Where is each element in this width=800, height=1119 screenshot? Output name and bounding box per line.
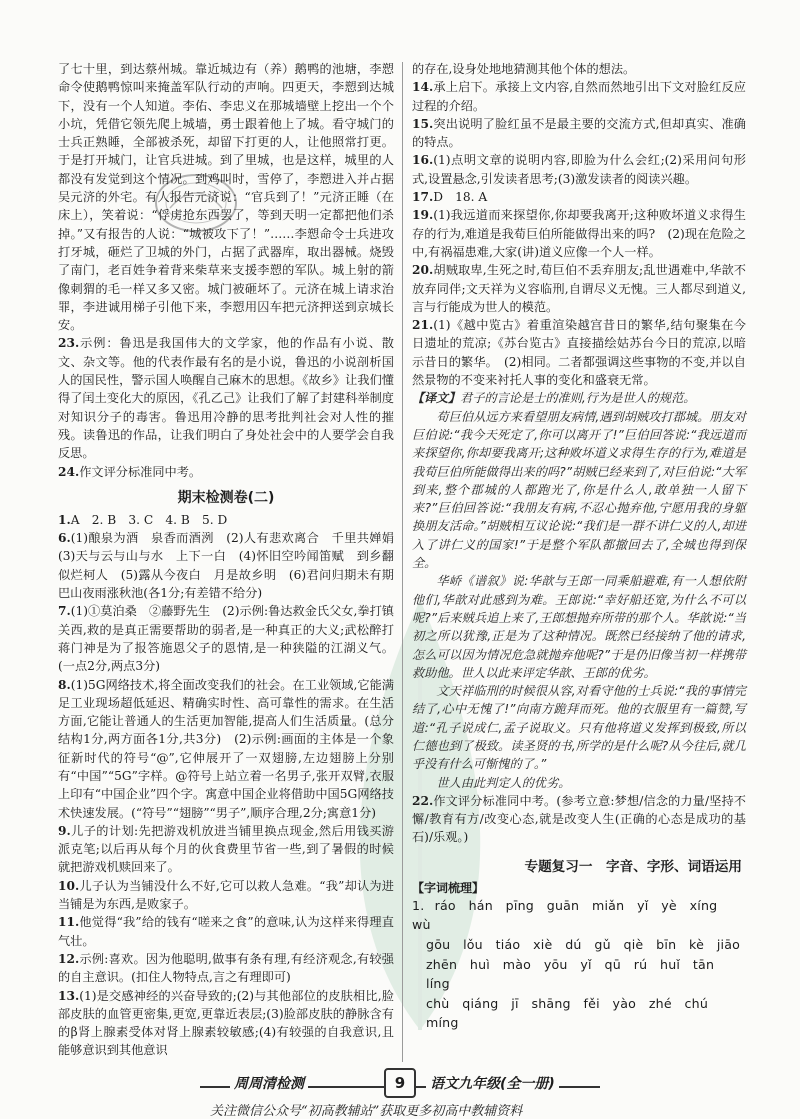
item-text: 他觉得“我”给的钱有“嗟来之食”的意味,认为这样来得理直气壮。	[58, 915, 394, 948]
item-text: (1)酿泉为酒 泉香而酒洌 (2)人有悲欢离合 千里共婵娟 (3)天与云与山与水 上下一白 (4)怀旧空吟闻笛赋 到乡翻似烂柯人 (5)露从今夜白 月是故乡明 (6)君问归期未有期 巴山夜雨涨秋池(各1分;有差错不给分)	[58, 531, 407, 601]
item-text: 作文评分标准同中考。(参考立意:梦想/信念的力量/坚持不懈/教育有方/改变心态,就是改变人生(正确的心态是成功的基石)/乐观。)	[412, 793, 746, 845]
answer-item-1-5	[58, 511, 394, 529]
item-number: 11.	[58, 915, 80, 930]
translation-para-1: 荀巨伯从远方来看望朋友病情,遇到胡贼攻打郡城。朋友对巨伯说:“我今天死定了,你可以离开了!”巨伯回答说:“我远道而来探望你,你却要我离开;这种败坏道义求得生存的行为,难道是我荀巨伯所能做得出来的吗?”胡贼已经来到了,对巨伯说:“大军到来,整个郡城的人都跑光了,你是什么人,敢单独一人留下来?”巨伯回答说:“我朋友有病,不忍心抛弃他,宁愿用我的身躯换朋友活命。”胡贼相互议论说:“我们是一群不讲仁义的人,却进入了讲仁义的国家!”于是整个军队都撤回去了,全城也得到保全。	[412, 409, 746, 571]
answer-item-10	[58, 877, 394, 914]
item-text: 儿子的计划:先把游戏机放进当铺里换点现金,然后用钱买游派克笔;以后再从每个月的伙食费里节省一些,到了暑假的时候就把游戏机赎回来了。	[58, 823, 394, 875]
answer-item-17-18	[412, 188, 746, 206]
item-number: 7.	[58, 604, 71, 619]
right-column	[412, 60, 746, 1033]
answer-item-16	[412, 151, 746, 188]
pinyin-line-4: chù qiáng jī shāng fěi yào zhé chú míng	[426, 995, 721, 1031]
answer-item-22	[412, 792, 746, 847]
item-number: 6.	[58, 531, 71, 546]
section-title-review-1: 专题复习一 字音、字形、词语运用	[524, 858, 742, 875]
item-text: 承上启下。承接上文内容,自然而然地引出下文对脸红反应过程的介绍。	[412, 80, 746, 113]
item-text: (1)5G网络技术,将全面改变我们的社会。在工业领域,它能满足工业现场超低延迟、精确实时性、高可靠性的需求。在生活方面,它能让普通人的生活更加智能,提高人们生活质量。(总分结构1分,两方面各1分,共3分) (2)示例:画面的主体是一个象征新时代的符号“@”,它伸展开了一双翅膀,左边翅膀上分别有“中国”“5G”字样。@符号上站立着一名男子,张开双臂,衣服上印有“中国企业”四个字。寓意中国企业将借助中国5G网络技术快速发展。(“符号”“翅膀”“男子”,顺序合理,2分;寓意1分)	[58, 677, 394, 820]
item-number: 21.	[412, 318, 434, 333]
item-number: 17.	[412, 190, 434, 205]
item-text: 突出说明了脸红虽不是最主要的交流方式,但却真实、准确的特点。	[412, 116, 746, 150]
section-title-final-test-2: 期末检测卷(二)	[177, 489, 275, 506]
item-number: 1.	[58, 512, 71, 527]
answer-item-24	[58, 463, 394, 481]
item-number: 19.	[412, 208, 434, 223]
translation-block	[412, 389, 746, 407]
item-text: 示例:喜欢。因为他聪明,做事有条有理,有经济观念,有较强的自主意识。(扣住人物特点,言之有理即可)	[58, 951, 394, 985]
answer-item-6	[58, 529, 407, 602]
left-column	[58, 60, 407, 1060]
item-text: (1)是交感神经的兴奋导致的;(2)与其他部位的皮肤相比,脸部皮肤的血管更密集,更宽,更靠近表层;(3)脸部皮肤的静脉含有的β肾上腺素受体对肾上腺素较敏感;(4)有较强的自我意识,且能够意识到其他意识	[58, 988, 394, 1058]
translation-para-3: 文天祥临刑的时候很从容,对看守他的士兵说:“我的事情完结了,心中无愧了!”向南方跪拜而死。他的衣服里有一篇赞,写道:“孔子说成仁,孟子说取义。只有他将道义发挥到极致,所以仁德也到了极致。读圣贤的书,所学的是什么呢?从今往后,就几乎没有什么可惭愧的了。”	[412, 684, 746, 772]
answer-item-7	[58, 602, 394, 675]
item-text: 儿子认为当铺没什么不好,它可以救人急难。“我”却认为进当铺是为东西,是败家子。	[58, 878, 394, 912]
word-section-tag: 【字词梳理】	[412, 880, 485, 895]
pinyin-line-2: gōu lǒu tiáo xiè dú gǔ qiè bīn kè jiāo	[426, 936, 741, 952]
answer-item-19	[412, 206, 746, 261]
item-text: A 2. B 3. C 4. B 5. D	[70, 512, 228, 527]
answer-item-15	[412, 115, 746, 152]
translation-para-4: 世人由此判定人的优劣。	[436, 775, 571, 790]
answer-item-9	[58, 822, 394, 877]
bottom-watermark-text: 关注微信公众号“初高教辅站”获取更多初高中教辅资料	[210, 1104, 523, 1119]
item-number: 16.	[412, 153, 434, 168]
item-text: 作文评分标准同中考。	[79, 464, 202, 479]
item-number: 12.	[58, 951, 80, 966]
answer-item-12	[58, 950, 394, 987]
item-number: 9.	[58, 823, 71, 838]
answer-item-8	[58, 676, 394, 822]
item-number: 23.	[58, 336, 80, 351]
item-number: 15.	[412, 116, 434, 131]
item-text: D 18. A	[433, 190, 488, 205]
item-text: (1)①莫泊桑 ②藤野先生 (2)示例:鲁达救金氏父女,拳打镇关西,救的是真正需要帮助的弱者,是一种真正的大义;武松醉打蒋门神是为了报答施恩父子的恩情,是一种狭隘的江湖义气。(一点2分,两点3分)	[58, 604, 394, 674]
footer-series-title: 周周清检测	[230, 1073, 308, 1093]
item-number: 14.	[412, 80, 434, 95]
column-divider	[402, 62, 403, 1062]
answer-13-continuation: 的存在,设身处地地猜测其他个体的想法。	[412, 62, 636, 76]
item-number: 22.	[412, 793, 434, 808]
page-number: 9	[384, 1068, 416, 1098]
answer-item-23	[58, 334, 394, 462]
translation-tag: 【译文】	[412, 391, 461, 406]
translation-first-line: 君子的言论是士的准则,行为是世人的规范。	[460, 391, 696, 406]
item-text: (1)我远道而来探望你,你却要我离开;这种败坏道义求得生存的行为,难道是我荀巨伯所能做得出来的吗? (2)现在危险之中,有祸福患难,大家(讲)道义应像一个人一样。	[412, 208, 746, 259]
item-number: 13.	[58, 988, 80, 1003]
item-text: (1)《越中览古》着重渲染越宫昔日的繁华,结句聚集在今日遗址的荒凉;《苏台览古》直接描绘姑苏台今日的荒凉,以暗示昔日的繁华。 (2)相同。二者都强调这些事物的不变,并以自然景物的不变来衬托人事的变化和盛衰无常。	[412, 318, 746, 388]
answer-item-13	[58, 987, 394, 1060]
item-number: 8.	[58, 677, 71, 692]
item-text: 胡贼取卑,生死之时,荀巨伯不丢弃朋友;乱世遇难中,华歆不放弃同伴;文天祥为义容临刑,自谓尽义无愧。三人都尽到道义,言与行能成为世人的模范。	[412, 263, 746, 314]
answer-item-11	[58, 913, 394, 950]
item-text: (1)点明文章的说明内容,即脸为什么会红;(2)采用问句形式,设置悬念,引发读者思考;(3)激发读者的阅读兴趣。	[412, 153, 746, 186]
item-number: 24.	[58, 464, 80, 479]
answer-item-20	[412, 261, 746, 316]
item-number: 10.	[58, 878, 80, 893]
pinyin-line-3: zhēn huì mào yōu yǐ qū rú huǐ tān líng	[426, 956, 727, 992]
item-number: 20.	[412, 263, 434, 278]
pinyin-line-1: 1. ráo hán pīng guān miǎn yǐ yè xíng wù	[412, 897, 731, 933]
answer-item-14	[412, 78, 746, 115]
translation-continuation: 了七十里，到达蔡州城。靠近城边有（养）鹅鸭的池塘，李愬命令使鹅鸭惊叫来掩盖军队行动的声响。四更天，李愬到达城下，没有一个人知道。李佑、李忠义在那城墙壁上挖出一个个小坑，凭借它领先爬上城墙，勇士跟着他上了城。看守城门的士兵正熟睡，全部被杀死，却留下打更的人，让他照常打更。于是打开城门，让官兵进城。到了里城，也是这样，城里的人都没有发觉到这个情况。到鸡叫时，雪停了，李愬进入并占据吴元济的外宅。有人报告元济说：“官兵到了！”元济正睡（在床上），笑着说：“俘虏抢东西罢了，等到天明一定都把他们杀掉。”又有报告的人说：“城被攻下了！”……李愬命令士兵进攻打牙城，砸烂了卫城的外门，占据了武器库，取出器械。烧毁了南门，老百姓争着背来柴草来支援李愬的军队。城上射的箭像刺猬的毛一样又多又密。城门被砸坏了。元济在城上请求治罪，李进诚用梯子引他下来，李愬用囚车把元济押送到京城长安。	[58, 62, 394, 333]
item-text: 示例：鲁迅是我国伟大的文学家，他的作品有小说、散文、杂文等。他的代表作最有名的是小说，鲁迅的小说剖析国人的国民性，警示国人唤醒自己麻木的思想。《故乡》让我们懂得了闰土变化大的原因，《孔乙己》让我们了解了封建科举制度对知识分子的毒害。鲁迅用冷静的思考批判社会对人性的摧残。读鲁迅的作品，让我们明白了身处社会中的人要学会自我反思。	[58, 336, 394, 461]
answer-item-21	[412, 316, 746, 389]
translation-para-2: 华峤《谱叙》说:华歆与王郎一同乘船避难,有一人想依附他们,华歆对此感到为难。王郎说:“幸好船还宽,为什么不可以呢?”后来贼兵追上来了,王郎想抛弃所带的那个人。华歆说:“当初之所以犹豫,正是为了这种情况。既然已经接纳了他的请求,怎么可以因为情况危急就抛弃他呢?”于是仍旧像当初一样携带救助他。世人以此来评定华歆、王郎的优劣。	[412, 574, 746, 680]
footer-subject-title: 语文九年级(全一册)	[426, 1073, 559, 1093]
